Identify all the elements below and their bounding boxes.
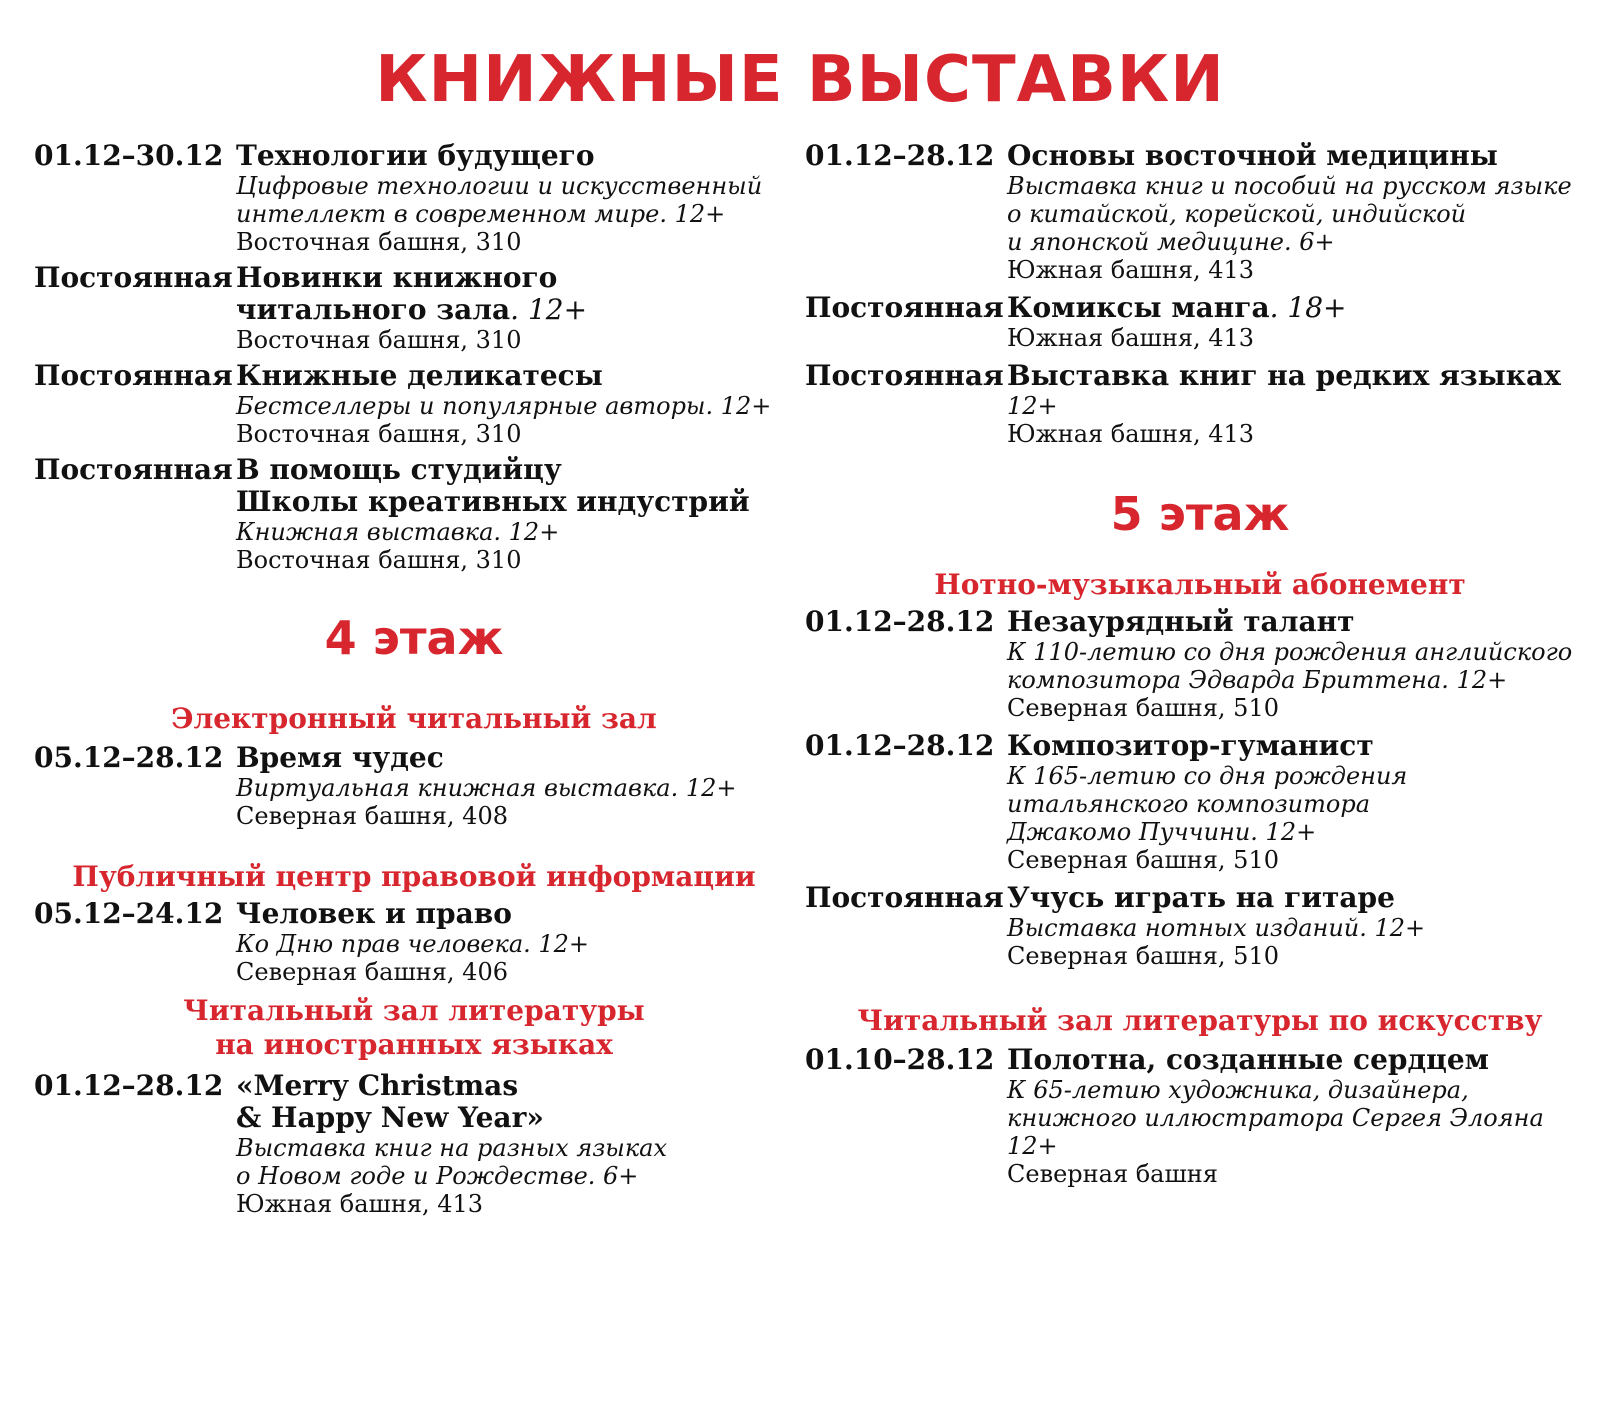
entry-title: Полотна, созданные сердцем bbox=[1007, 1043, 1489, 1076]
entry-title: В помощь студийцу Школы креативных индустрий bbox=[236, 453, 750, 518]
entry-date: 05.12–24.12 bbox=[34, 897, 224, 930]
exhibition-entry bbox=[805, 360, 1595, 448]
entry-location: Восточная башня, 310 bbox=[236, 546, 522, 574]
entry-location: Северная башня, 510 bbox=[1007, 846, 1279, 874]
entry-title: Незаурядный талант bbox=[1007, 605, 1355, 638]
section-heading: Читальный зал литературы на иностранных языках bbox=[183, 994, 645, 1061]
exhibition-entry bbox=[805, 140, 1595, 284]
entry-location: Северная башня bbox=[1007, 1160, 1218, 1188]
exhibition-entry bbox=[34, 140, 794, 256]
entry-location: Северная башня, 510 bbox=[1007, 942, 1279, 970]
entry-title: Время чудес bbox=[236, 741, 444, 774]
entry-description: 12+ bbox=[1007, 392, 1058, 420]
exhibition-entry bbox=[805, 606, 1595, 722]
entry-title: Новинки книжного читального зала. 12+ bbox=[236, 261, 588, 326]
entry-description: К 165-летию со дня рождения итальянского композитора Джакомо Пуччини. 12+ bbox=[1007, 762, 1408, 846]
section-heading: Читальный зал литературы по искусству bbox=[857, 1004, 1543, 1037]
entry-title: Комиксы манга. 18+ bbox=[1007, 291, 1347, 324]
exhibition-entry bbox=[805, 882, 1595, 970]
exhibition-entry bbox=[805, 1044, 1595, 1188]
entry-description: Цифровые технологии и искусственный интеллект в современном мире. 12+ bbox=[236, 172, 763, 228]
entry-date: Постоянная bbox=[34, 261, 233, 294]
left-column bbox=[34, 140, 794, 1226]
entry-title: Учусь играть на гитаре bbox=[1007, 881, 1395, 914]
entry-description: Выставка книг и пособий на русском языке о китайской, корейской, индийской и японской медицине. 6+ bbox=[1007, 172, 1572, 256]
entry-title: Человек и право bbox=[236, 897, 512, 930]
entry-title: Выставка книг на редких языках bbox=[1007, 359, 1561, 392]
entry-description: Книжная выставка. 12+ bbox=[236, 518, 560, 546]
entry-date: 05.12–28.12 bbox=[34, 741, 224, 774]
entry-date: 01.12–28.12 bbox=[34, 1069, 224, 1102]
entry-location: Южная башня, 413 bbox=[1007, 256, 1255, 284]
entry-date: 01.10–28.12 bbox=[805, 1043, 995, 1076]
entry-title: Основы восточной медицины bbox=[1007, 139, 1498, 172]
entry-date: Постоянная bbox=[805, 359, 1004, 392]
entry-title: Композитор-гуманист bbox=[1007, 729, 1374, 762]
section-heading: Нотно-музыкальный абонемент bbox=[934, 568, 1466, 601]
exhibition-entry bbox=[805, 292, 1595, 352]
age-rating: . 18+ bbox=[1269, 291, 1347, 324]
entry-description: Ко Дню прав человека. 12+ bbox=[236, 930, 590, 958]
entry-date: 01.12–30.12 bbox=[34, 139, 224, 172]
entry-date: Постоянная bbox=[34, 359, 233, 392]
entry-location: Северная башня, 408 bbox=[236, 802, 508, 830]
entry-description: К 65-летию художника, дизайнера, книжного иллюстратора Сергея Элояна 12+ bbox=[1007, 1076, 1544, 1160]
floor-heading: 5 этаж bbox=[1110, 487, 1290, 541]
right-column bbox=[805, 140, 1595, 1196]
entry-description: Выставка книг на разных языках о Новом годе и Рождестве. 6+ bbox=[236, 1134, 668, 1190]
entry-location: Южная башня, 413 bbox=[1007, 324, 1255, 352]
entry-date: Постоянная bbox=[805, 291, 1004, 324]
entry-location: Восточная башня, 310 bbox=[236, 228, 522, 256]
entry-date: Постоянная bbox=[34, 453, 233, 486]
exhibition-entry bbox=[34, 1070, 794, 1218]
section-heading: Электронный читальный зал bbox=[171, 702, 657, 735]
entry-description: Виртуальная книжная выставка. 12+ bbox=[236, 774, 737, 802]
entry-title: «Merry Christmas & Happy New Year» bbox=[236, 1069, 544, 1134]
entry-date: 01.12–28.12 bbox=[805, 605, 995, 638]
floor-heading: 4 этаж bbox=[324, 611, 504, 665]
page-title: КНИЖНЫЕ ВЫСТАВКИ bbox=[375, 43, 1225, 117]
entry-location: Восточная башня, 310 bbox=[236, 420, 522, 448]
entry-date: 01.12–28.12 bbox=[805, 139, 995, 172]
entry-date: 01.12–28.12 bbox=[805, 729, 995, 762]
entry-title: Книжные деликатесы bbox=[236, 359, 603, 392]
exhibition-entry bbox=[805, 730, 1595, 874]
entry-date: Постоянная bbox=[805, 881, 1004, 914]
age-rating: . 12+ bbox=[510, 293, 588, 326]
entry-location: Северная башня, 510 bbox=[1007, 694, 1279, 722]
left-entries bbox=[34, 140, 794, 574]
exhibition-entry bbox=[34, 742, 794, 830]
entry-title: Технологии будущего bbox=[236, 139, 595, 172]
exhibition-entry bbox=[34, 898, 794, 986]
exhibition-entry bbox=[34, 262, 794, 354]
entry-location: Южная башня, 413 bbox=[236, 1190, 484, 1218]
entry-location: Северная башня, 406 bbox=[236, 958, 508, 986]
entry-location: Восточная башня, 310 bbox=[236, 326, 522, 354]
section-heading: Публичный центр правовой информации bbox=[72, 860, 756, 893]
entry-description: К 110-летию со дня рождения английского композитора Эдварда Бриттена. 12+ bbox=[1007, 638, 1573, 694]
exhibition-entry bbox=[34, 360, 794, 448]
exhibition-entry bbox=[34, 454, 794, 574]
entry-location: Южная башня, 413 bbox=[1007, 420, 1255, 448]
entry-description: Выставка нотных изданий. 12+ bbox=[1007, 914, 1426, 942]
entry-description: Бестселлеры и популярные авторы. 12+ bbox=[236, 392, 772, 420]
